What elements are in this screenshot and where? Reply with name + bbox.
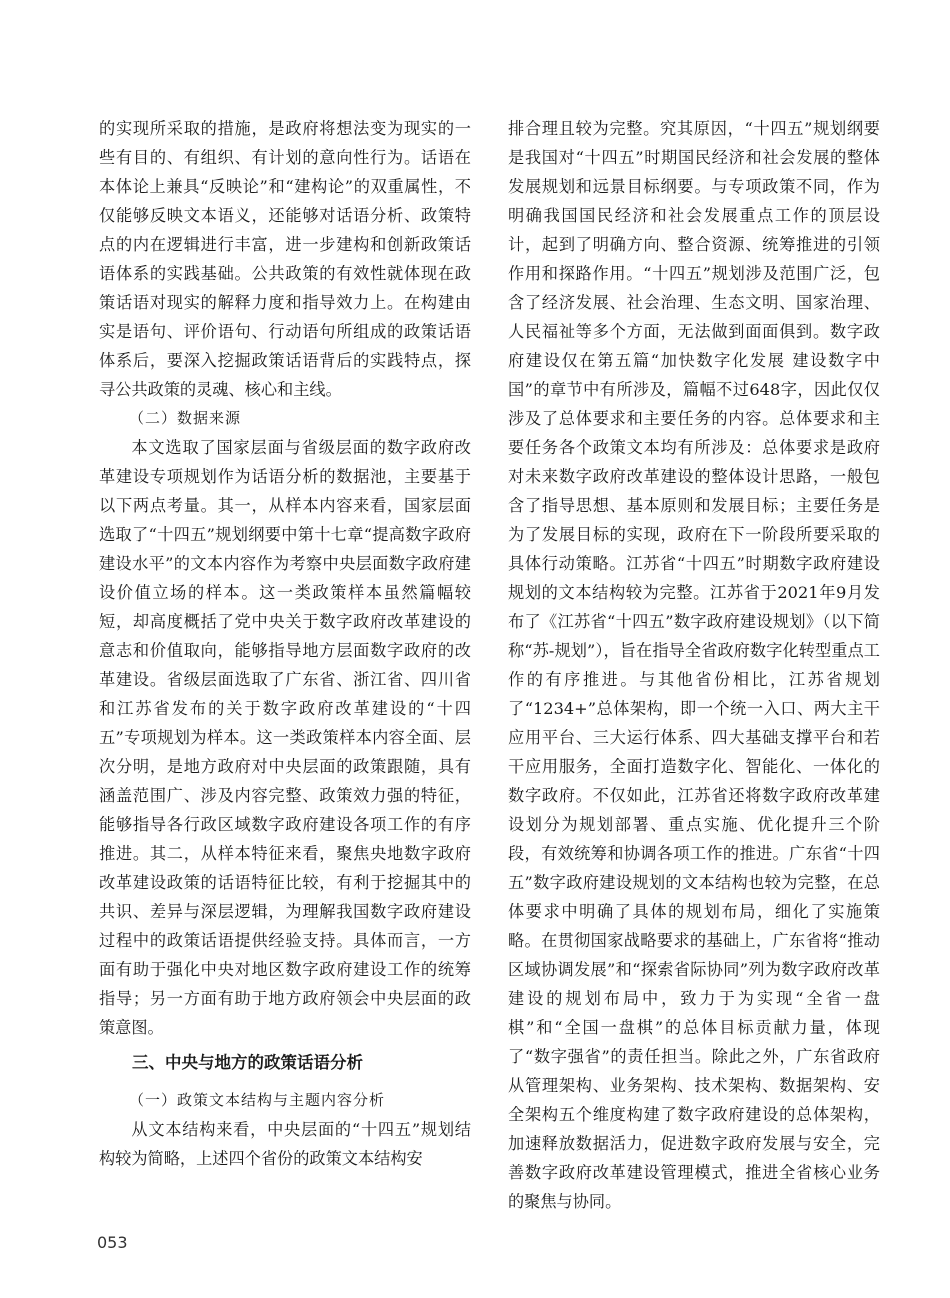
right-column [508, 114, 880, 1216]
paragraph: 的实现所采取的措施，是政府将想法变为现实的一些有目的、有组织、有计划的意向性行为。话语在本体论上兼具“反映论”和“建构论”的双重属性，不仅能够反映文本语义，还能够对话语分析、政策特点的内在逻辑进行丰富，进一步建构和创新政策话语体系的实践基础。公共政策的有效性就体现在政策话语对现实的解释力度和指导效力上。在构建由实是语句、评价语句、行动语句所组成的政策话语体系后，要深入挖掘政策话语背后的实践特点，探寻公共政策的灵魂、核心和主线。 [99, 119, 471, 399]
subheading-data-source: （二）数据来源 [129, 409, 242, 427]
page-number: 053 [97, 1233, 128, 1252]
section-heading: 三、中央与地方的政策话语分析 [132, 1053, 363, 1072]
left-column [99, 114, 471, 1173]
paragraph: 从文本结构来看，中央层面的“十四五”规划结构较为简略，上述四个省份的政策文本结构安 [99, 1120, 471, 1168]
paragraph: 排合理且较为完整。究其原因，“十四五”规划纲要是我国对“十四五”时期国民经济和社会发展的整体发展规划和远景目标纲要。与专项政策不同，作为明确我国国民经济和社会发展重点工作的顶层设计，起到了明确方向、整合资源、统筹推进的引领作用和探路作用。“十四五”规划涉及范围广泛，包含了经济发展、社会治理、生态文明、国家治理、人民福祉等多个方面，无法做到面面俱到。数字政府建设仅在第五篇“加快数字化发展 建设数字中国”的章节中有所涉及，篇幅不过648字，因此仅仅涉及了总体要求和主要任务的内容。总体要求和主要任务各个政策文本均有所涉及：总体要求是政府对未来数字政府改革建设的整体设计思路，一般包含了指导思想、基本原则和发展目标；主要任务是为了发展目标的实现，政府在下一阶段所要采取的具体行动策略。江苏省“十四五”时期数字政府建设规划的文本结构较为完整。江苏省于2021年9月发布了《江苏省“十四五”数字政府建设规划》（以下简称“苏-规划”），旨在指导全省政府数字化转型重点工作的有序推进。与其他省份相比，江苏省规划了“1234+”总体架构，即一个统一入口、两大主干应用平台、三大运行体系、四大基础支撑平台和若干应用服务，全面打造数字化、智能化、一体化的数字政府。不仅如此，江苏省还将数字政府改革建设划分为规划部署、重点实施、优化提升三个阶段，有效统筹和协调各项工作的推进。广东省“十四五”数字政府建设规划的文本结构也较为完整，在总体要求中明确了具体的规划布局，细化了实施策略。在贯彻国家战略要求的基础上，广东省将“推动区域协调发展”和“探索省际协同”列为数字政府改革建设的规划布局中，致力于为实现“全省一盘棋”和“全国一盘棋”的总体目标贡献力量，体现了“数字强省”的责任担当。除此之外，广东省政府从管理架构、业务架构、技术架构、数据架构、安全架构五个维度构建了数字政府建设的总体架构，加速释放数据活力，促进数字政府发展与安全，完善数字政府改革建设管理模式，推进全省核心业务的聚焦与协同。 [508, 119, 880, 1211]
subheading-structure-analysis: （一）政策文本结构与主题内容分析 [129, 1091, 386, 1109]
paragraph: 本文选取了国家层面与省级层面的数字政府改革建设专项规划作为话语分析的数据池，主要基于以下两点考量。其一，从样本内容来看，国家层面选取了“十四五”规划纲要中第十七章“提高数字政府建设水平”的文本内容作为考察中央层面数字政府建设价值立场的样本。这一类政策样本虽然篇幅较短，却高度概括了党中央关于数字政府改革建设的意志和价值取向，能够指导地方层面数字政府的改革建设。省级层面选取了广东省、浙江省、四川省和江苏省发布的关于数字政府改革建设的“十四五”专项规划为样本。这一类政策样本内容全面、层次分明，是地方政府对中央层面的政策跟随，具有涵盖范围广、涉及内容完整、政策效力强的特征，能够指导各行政区域数字政府建设各项工作的有序推进。其二，从样本特征来看，聚焦央地数字政府改革建设政策的话语特征比较，有利于挖掘其中的共识、差异与深层逻辑，为理解我国数字政府建设过程中的政策话语提供经验支持。具体而言，一方面有助于强化中央对地区数字政府建设工作的统筹指导；另一方面有助于地方政府领会中央层面的政策意图。 [99, 438, 471, 1037]
